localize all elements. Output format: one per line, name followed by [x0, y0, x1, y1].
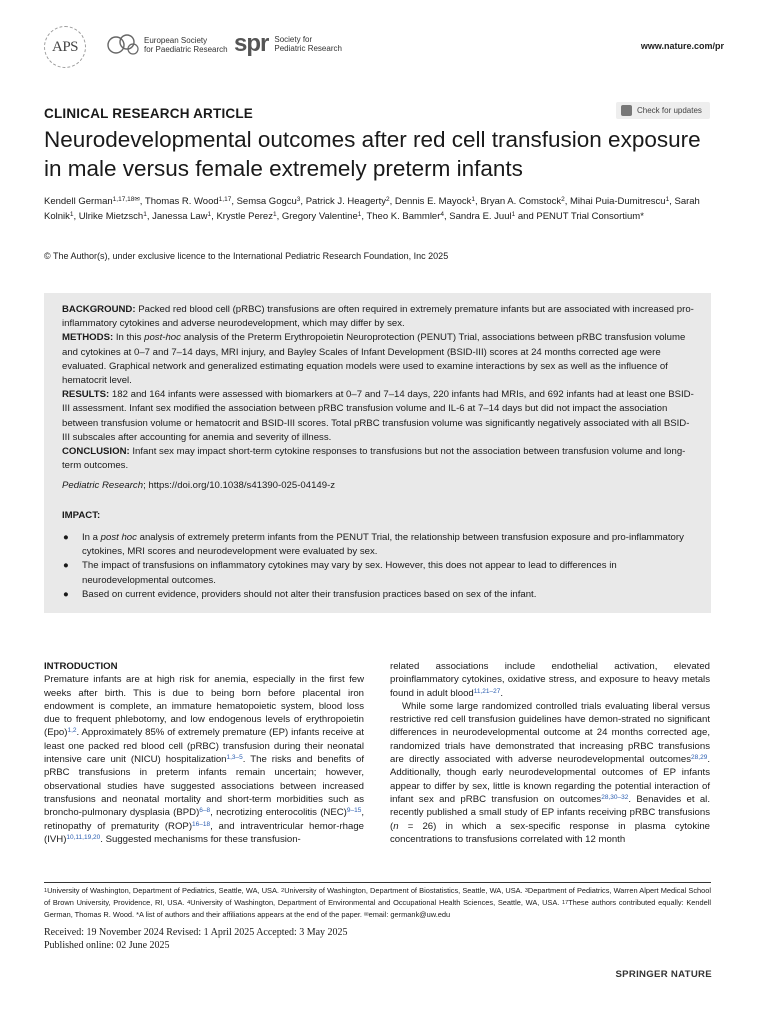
author[interactable]: Thomas R. Wood$^{1,17}$: [144, 196, 232, 207]
espr-mark-icon: [106, 30, 140, 60]
reference-link[interactable]: 28,29: [691, 754, 708, 762]
reference-link[interactable]: 1,3–5: [226, 754, 243, 762]
abstract-conclusion: CONCLUSION: Infant sex may impact short-term cytokine responses to transfusions but not the association between transfusion volume and long-term outcomes.: [62, 446, 686, 472]
impact-item: ● In a post hoc analysis of extremely preterm infants from the PENUT Trial, the relationship between transfusion exposure and pro-inflammatory cytokines, MRI scores and neurodevelopment were evaluated by sex.: [63, 532, 684, 558]
article-type: CLINICAL RESEARCH ARTICLE: [44, 106, 254, 121]
copyright-notice: © The Author(s), under exclusive licence to the International Pediatric Research Foundation, Inc 2025: [44, 251, 449, 261]
spr-logo: spr Society for Pediatric Research: [234, 30, 342, 57]
author[interactable]: Semsa Gogcu$^3$: [236, 196, 301, 207]
section-heading-introduction: INTRODUCTION: [44, 661, 118, 672]
impact-heading: IMPACT:: [62, 510, 101, 521]
abstract-results: RESULTS: 182 and 164 infants were assessed with biomarkers at 0–7 and 7–14 days, 220 infants had MRIs, and 692 infants had at least one BSID-III assessment. Infant sex modified the association between pRBC transfusion volume and IL-6 at 7–14 days but did not impact the association between transfusion volume or hematocrit and BSID-III scores. Total pRBC transfusion volume was significantly negatively associated with all BSID-III subscales after accounting for anemia and severity of illness.: [62, 389, 694, 443]
abstract-methods: METHODS: In this post-hoc analysis of the Preterm Erythropoietin Neuroprotection (PENUT) Trial, associations between pRBC transfusion volume and cytokines at 0–7 and 7–14 days, MRI injury, and Bayley Scales of Infant Development (BSID-III) scores at 24 months corrected age were evaluated. Graphical network and generalized estimating equation models were used to examine interactions by sex as well as the influence of hematocrit level.: [62, 332, 686, 387]
author[interactable]: Theo K. Bammler$^4$: [366, 211, 445, 222]
body-paragraph: While some large randomized controlled trials evaluating liberal versus restrictive red cell transfusion guidelines have demon-strated no significant differences in neurodevelopmental outcome at 24 months corrected age, randomized trials have demonstrated that increasing pRBC transfusions are directly associated with adverse neurodevelopmental outcomes$^{28,29}$. Additionally, though early neurodevelopmental outcomes of EP infants appear to differ by sex, little is known regarding the potential interaction of infant sex and pRBC transfusion on outcomes$^{28,30-32}$. Benavides et al. recently published a small study of EP infants receiving pRBC transfusions (n = 26) in which a sex-specific response in plasma cytokine concentrations to transfusions correlated with 12 month: [390, 700, 710, 845]
refresh-icon: [621, 105, 632, 116]
consortium-text: and PENUT Trial Consortium*: [515, 211, 644, 222]
journal-header: [44, 26, 724, 66]
author[interactable]: Bryan A. Comstock$^2$: [480, 196, 565, 207]
citation-line: [62, 480, 335, 491]
published-date: Published online: 02 June 2025: [44, 939, 170, 951]
check-for-updates-label: Check for updates: [637, 106, 702, 115]
reference-link[interactable]: 11,21–27: [473, 687, 501, 695]
footnote-divider: [44, 882, 711, 883]
author[interactable]: Sarah Kolnik$^1$: [44, 196, 700, 222]
publication-dates: [44, 927, 348, 952]
impact-item: ● Based on current evidence, providers should not alter their transfusion practices based on sex of the infant.: [63, 588, 537, 600]
author[interactable]: Sandra E. Juul$^1$: [449, 211, 516, 222]
aps-logo: [44, 26, 86, 68]
author[interactable]: Gregory Valentine$^1$: [281, 211, 362, 222]
check-for-updates-button[interactable]: [616, 102, 710, 119]
author[interactable]: Mihai Puia-Dumitrescu$^1$: [570, 196, 670, 207]
reference-link[interactable]: 10,11,19,20: [66, 833, 101, 841]
reference-link[interactable]: 28,30–32: [601, 793, 629, 801]
publisher-logo: SPRINGER NATURE: [615, 969, 712, 980]
impact-list: [62, 531, 694, 602]
author-list: Kendell German$^{1,17,18✉}$, Thomas R. Wood$^{1,17}$, Semsa Gogcu$^3$, Patrick J. Heagerty$^2$, Dennis E. Mayock$^1$, Bryan A. Comstock$^2$, Mihai Puia-Dumitrescu$^1$, Sarah Kolnik$^1$, Ulrike Mietzsch$^1$, Janessa Law$^1$, Krystle Perez$^1$, Gregory Valentine$^1$, Theo K. Bammler$^4$, Sandra E. Juul$^1$ and PENUT Trial Consortium*: [44, 196, 700, 222]
journal-name: Pediatric Research: [62, 480, 144, 491]
espr-logo: European Society for Paediatric Research: [106, 30, 228, 60]
impact-item: ● The impact of transfusions on inflammatory cytokines may vary by sex. However, this does not appear to lead to differences in neurodevelopmental outcomes.: [63, 560, 617, 586]
email-link[interactable]: email: germank@uw.edu: [368, 910, 451, 919]
abstract: [62, 303, 694, 473]
abstract-background: BACKGROUND: Packed red blood cell (pRBC) transfusions are often required in extremely premature infants but are associated with increased pro-inflammatory cytokines and adverse neurodevelopment, which may differ by sex.: [62, 304, 694, 330]
reference-link[interactable]: 6–8: [199, 807, 211, 815]
body-column-right: [390, 660, 710, 846]
body-column-left: [44, 660, 364, 846]
spr-mark: spr: [234, 30, 269, 57]
received-dates: Received: 19 November 2024 Revised: 1 April 2025 Accepted: 3 May 2025: [44, 927, 348, 938]
author[interactable]: Krystle Perez$^1$: [216, 211, 277, 222]
article-title: Neurodevelopmental outcomes after red cell transfusion exposure in male versus female extremely preterm infants: [44, 127, 701, 181]
reference-link[interactable]: 1,2: [67, 727, 77, 735]
author[interactable]: Janessa Law$^1$: [152, 211, 212, 222]
affiliations-footnote: $^1$University of Washington, Department of Pediatrics, Seattle, WA, USA. $^2$University of Washington, Department of Biostatistics, Seattle, WA, USA. $^3$Department of Pediatrics, Warren Alpert Medical School of Brown University, Providence, RI, USA. $^4$University of Washington, Department of Environmental and Occupational Health Sciences, Seattle, WA, USA. $^{17}$These authors contributed equally: Kendell German, Thomas R. Wood. *A list of authors and their affiliations appears at the end of the paper. ✉email: germank@uw.edu: [44, 886, 711, 919]
author[interactable]: Kendell German$^{1,17,18✉}$: [44, 196, 140, 207]
author[interactable]: Ulrike Mietzsch$^1$: [78, 211, 147, 222]
aps-seal-icon: APS: [44, 26, 86, 68]
reference-link[interactable]: 16–18: [192, 820, 211, 828]
author[interactable]: Patrick J. Heagerty$^2$: [305, 196, 390, 207]
abstract-box: [44, 293, 711, 613]
reference-link[interactable]: 9–15: [346, 807, 362, 815]
journal-url-link[interactable]: www.nature.com/pr: [640, 41, 724, 51]
author[interactable]: Dennis E. Mayock$^1$: [394, 196, 476, 207]
body-paragraph: Premature infants are at high risk for anemia, especially in the first few weeks after birth. This is due to being born before placental iron endowment is complete, an immature hematopoietic system, blood loss due to frequent phlebotomy, and low endogenous levels of erythropoietin (Epo)$^{1,2}$. Approximately 85% of extremely premature (EP) infants receive at least one packed red blood cell (pRBC) transfusion during their neonatal intensive care unit (NICU) hospitalization$^{1,3-5}$. The risks and benefits of pRBC transfusions in preterm infants remain uncertain; however, observational studies have suggested associations between increased transfusions and neonatal mortality and short-term morbidities such as broncho-pulmonary dysplasia (BPD)$^{6-8}$, necrotizing enterocolitis (NEC)$^{9-15}$, retinopathy of prematurity (ROP)$^{16-18}$, and intraventricular hemor-rhage (IVH)$^{10,11,19,20}$. Suggested mechanisms for these transfusion-: [44, 674, 364, 845]
doi-link[interactable]: ; https://doi.org/10.1038/s41390-025-04149-z: [143, 480, 336, 491]
body-paragraph: related associations include endothelial activation, elevated proinflammatory cytokines, oxidative stress, and exposure to heavy metals found in adult blood$^{11,21-27}$.: [390, 661, 710, 699]
